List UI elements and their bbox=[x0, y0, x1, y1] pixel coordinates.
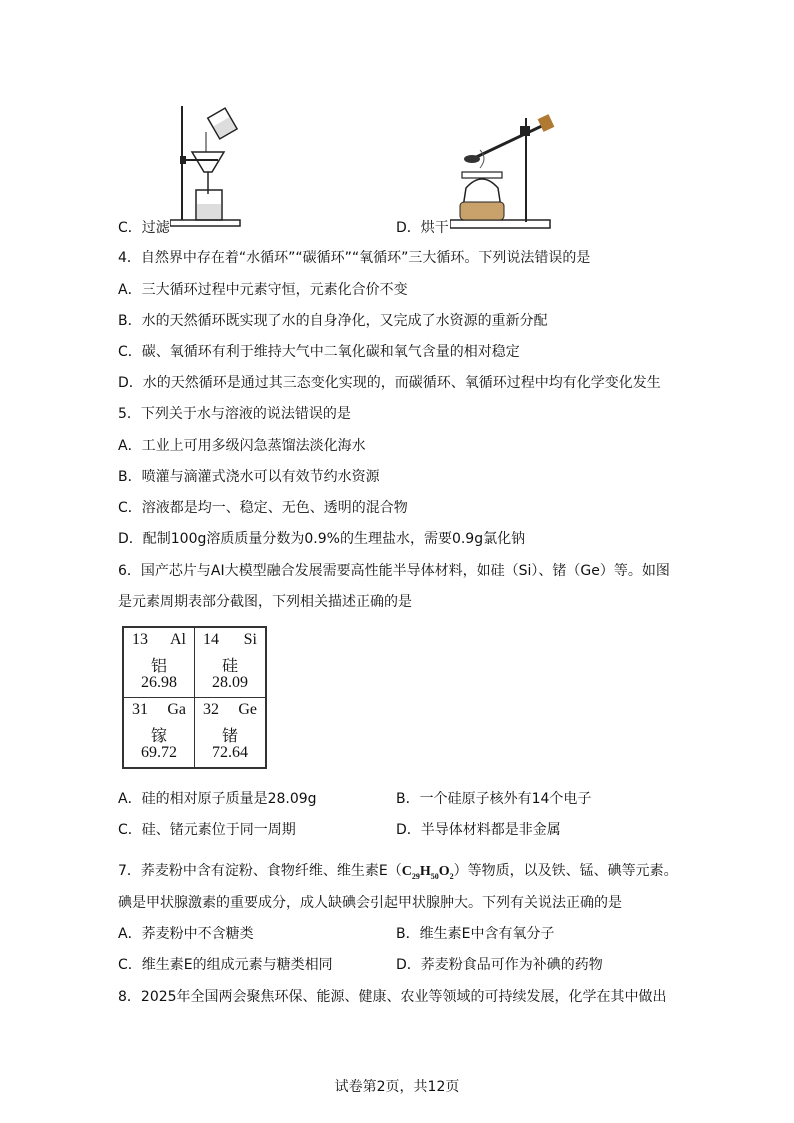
q4-option-a: A．三大循环过程中元素守恒，元素化合价不变 bbox=[118, 282, 408, 298]
q3-option-c: C．过滤 bbox=[118, 220, 170, 236]
q8-stem: 8．2025年全国两会聚焦环保、能源、健康、农业等领域的可持续发展，化学在其中做出 bbox=[118, 989, 667, 1005]
atomic-number: 31 bbox=[132, 701, 148, 718]
vitamin-e-formula bbox=[402, 862, 454, 887]
element-name: 镓 bbox=[150, 726, 167, 745]
formula-o-sub: 2 bbox=[449, 871, 454, 881]
q4-option-c: C．碳、氧循环有利于维持大气中二氧化碳和氧气含量的相对稳定 bbox=[118, 344, 520, 360]
q7-option-b: B．维生素E中含有氧分子 bbox=[396, 926, 555, 942]
q4-stem: 4．自然界中存在着“水循环”“碳循环”“氧循环”三大循环。下列说法错误的是 bbox=[118, 250, 591, 266]
atomic-number: 13 bbox=[132, 631, 148, 648]
q7-option-d: D．荞麦粉食品可作为补碘的药物 bbox=[396, 957, 603, 973]
element-cell-ge bbox=[195, 698, 267, 769]
q7-option-a: A．荞麦粉中不含糖类 bbox=[118, 926, 254, 942]
atomic-mass: 72.64 bbox=[212, 744, 248, 761]
element-cell-si bbox=[195, 627, 267, 698]
atomic-mass: 69.72 bbox=[141, 744, 177, 761]
q7-stem-pre: 7．荞麦粉中含有淀粉、食物纤维、维生素E（ bbox=[118, 863, 402, 879]
element-name: 硅 bbox=[221, 656, 238, 675]
q5-stem: 5．下列关于水与溶液的说法错误的是 bbox=[118, 406, 351, 422]
element-symbol: Ga bbox=[167, 701, 186, 718]
atomic-number: 32 bbox=[203, 701, 219, 718]
q6-option-b: B．一个硅原子核外有14个电子 bbox=[396, 791, 592, 807]
element-name: 铝 bbox=[150, 656, 167, 675]
formula-h: H bbox=[419, 864, 431, 879]
q4-option-d: D．水的天然循环是通过其三态变化实现的，而碳循环、氧循环过程中均有化学变化发生 bbox=[118, 375, 661, 391]
atomic-mass: 28.09 bbox=[212, 674, 248, 691]
element-cell-ga bbox=[123, 698, 195, 769]
q5-option-a: A．工业上可用多级闪急蒸馏法淡化海水 bbox=[118, 438, 366, 454]
q5-option-c: C．溶液都是均一、稳定、无色、透明的混合物 bbox=[118, 500, 408, 516]
q7-option-c: C．维生素E的组成元素与糖类相同 bbox=[118, 957, 333, 973]
element-symbol: Si bbox=[243, 631, 257, 648]
periodic-table-excerpt bbox=[122, 626, 267, 769]
atomic-number: 14 bbox=[203, 631, 219, 648]
element-symbol: Al bbox=[170, 631, 186, 648]
q4-option-b: B．水的天然循环既实现了水的自身净化，又完成了水资源的重新分配 bbox=[118, 313, 548, 329]
q7-stem-line1 bbox=[118, 861, 678, 887]
drying-figure bbox=[450, 110, 570, 232]
q5-option-b: B．喷灌与滴灌式浇水可以有效节约水资源 bbox=[118, 469, 380, 485]
q6-option-c: C．硅、锗元素位于同一周期 bbox=[118, 822, 296, 838]
formula-o: O bbox=[438, 864, 450, 879]
q6-option-a: A．硅的相对原子质量是28.09g bbox=[118, 791, 317, 807]
q6-stem-line1: 6．国产芯片与AI大模型融合发展需要高性能半导体材料，如硅（Si）、锗（Ge）等。如图 bbox=[118, 563, 670, 579]
q7-stem-post: ）等物质，以及铁、锰、碘等元素。 bbox=[453, 863, 678, 879]
element-cell-al bbox=[123, 627, 195, 698]
q5-option-d: D．配制100g溶质质量分数为0.9%的生理盐水，需要0.9g氯化钠 bbox=[118, 531, 526, 547]
q6-option-d: D．半导体材料都是非金属 bbox=[396, 822, 561, 838]
q7-stem-line2: 碘是甲状腺激素的重要成分，成人缺碘会引起甲状腺肿大。下列有关说法正确的是 bbox=[118, 895, 622, 911]
formula-h-sub: 50 bbox=[430, 871, 439, 881]
element-symbol: Ge bbox=[238, 701, 257, 718]
q3-option-d: D．烘干 bbox=[396, 220, 449, 236]
filtration-figure bbox=[170, 102, 250, 230]
formula-c-sub: 29 bbox=[411, 871, 420, 881]
element-name: 锗 bbox=[221, 726, 238, 745]
atomic-mass: 26.98 bbox=[141, 674, 177, 691]
formula-c: C bbox=[401, 864, 412, 879]
page-footer: 试卷第2页，共12页 bbox=[334, 1079, 460, 1095]
q6-stem-line2: 是元素周期表部分截图，下列相关描述正确的是 bbox=[118, 594, 412, 610]
